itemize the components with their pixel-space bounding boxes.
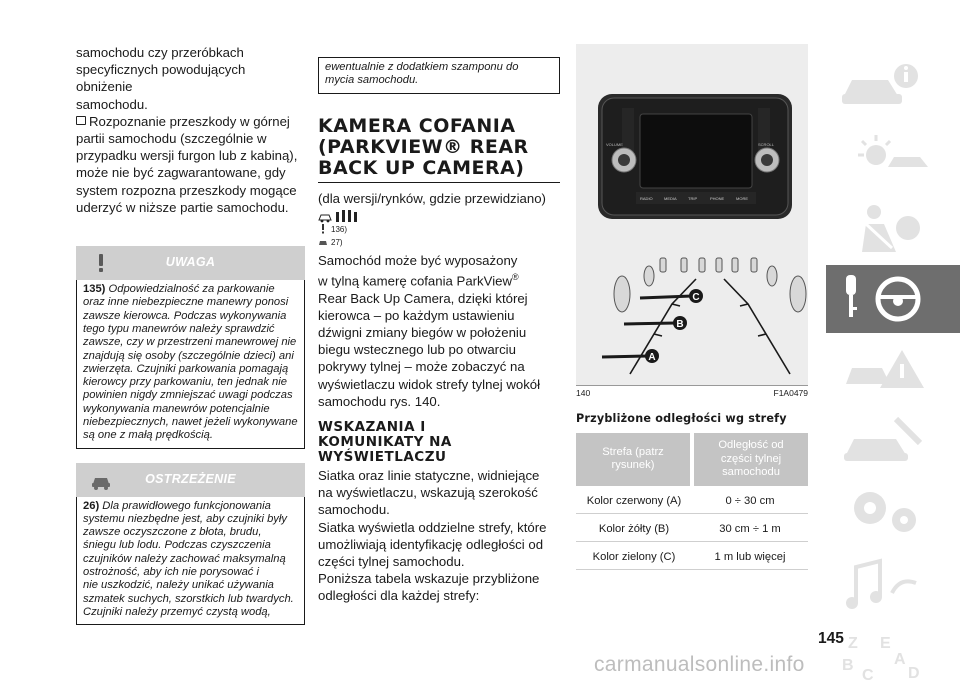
table-row: Kolor żółty (B) 30 cm ÷ 1 m xyxy=(576,513,808,541)
svg-text:RADIO: RADIO xyxy=(640,196,653,201)
caution-ref: 27) xyxy=(318,236,560,249)
warning-triangle-car-icon xyxy=(836,340,936,400)
caution-header xyxy=(76,463,305,497)
figure-caption xyxy=(576,388,808,398)
column-2 xyxy=(318,57,560,605)
caution-notice xyxy=(76,463,305,626)
svg-text:C: C xyxy=(862,667,874,683)
tab-dashboard[interactable] xyxy=(826,123,960,191)
column-3 xyxy=(576,44,808,570)
svg-text:TRIP: TRIP xyxy=(688,196,698,201)
checkbox-bullet-icon xyxy=(76,116,86,125)
alphabetical-index-icon xyxy=(836,624,936,683)
car-small-icon xyxy=(318,211,332,223)
svg-text:MORE: MORE xyxy=(736,196,748,201)
paragraph-1: Samochód może być wyposażony w tylną kamerę cofania ParkView® Rear Back Up Camera, dzięki której kierowca – po każdym ustawieniu dźwigni zmiany biegów w położeniu biegu wstecznego lub po otwarciu pokrywy tylnej – może zobaczyć na wyświetlaczu widok strefy tylnej wokół samochodu rys. 140. xyxy=(318,252,541,409)
svg-text:C: C xyxy=(692,292,700,303)
registered-mark: ® xyxy=(512,272,519,282)
svg-text:MEDIA: MEDIA xyxy=(664,196,677,201)
dashboard-lights-icon xyxy=(836,127,936,187)
table-row: Kolor czerwony (A) 0 ÷ 30 cm xyxy=(576,486,808,514)
scroll-label: SCROLL xyxy=(758,142,775,147)
svg-text:B: B xyxy=(676,319,684,330)
figure-code: F1A0479 xyxy=(773,388,808,398)
text-line: może nie być zagwarantowane, gdy xyxy=(76,165,286,181)
caution-number: 26) xyxy=(83,499,100,512)
technical-data-icon xyxy=(836,482,936,542)
bullet-item: Rozpoznanie przeszkody w górnej xyxy=(76,113,305,130)
reference-icons xyxy=(318,209,560,249)
svg-text:A: A xyxy=(648,352,656,363)
text-line: system rozpozna przeszkody mogące xyxy=(76,182,297,198)
tab-emergency[interactable] xyxy=(826,336,960,404)
warning-number: 135) xyxy=(83,283,106,296)
svg-text:D: D xyxy=(908,665,920,682)
tab-safety[interactable] xyxy=(826,194,960,262)
column-1 xyxy=(76,44,305,625)
warning-ref: 136) xyxy=(318,223,560,236)
svg-text:B: B xyxy=(842,657,854,674)
tab-maintenance[interactable] xyxy=(826,407,960,475)
tab-starting-driving[interactable] xyxy=(826,265,960,333)
warning-body: 135) Odpowiedzialność za parkowanie oraz inne niebezpieczne manewry ponosi zawsze kierowca. Podczas wykonywania tego typu manewrów należy sprawdzić zawsze, czy w przestrzeni manewrowej nie znajdują się osoby (szczególnie dzieci) ani zwierzęta. Czujniki parkowania pomagają kierowcy przy parkowaniu, ten jednak nie powinien nigdy zmniejszać uwagi podczas wykonywania manewrów potencjalnie niebezpiecznych, nawet jeżeli wykonywane są one z małą prędkością. xyxy=(76,280,305,449)
bollard-left xyxy=(614,276,630,312)
svg-text:Z: Z xyxy=(848,635,858,652)
figure-number: 140 xyxy=(576,388,591,398)
tab-knowing-vehicle[interactable] xyxy=(826,52,960,120)
radio-display xyxy=(640,114,752,188)
version-note: (dla wersji/rynków, gdzie przewidziano) xyxy=(318,190,546,206)
chapter-tabs xyxy=(826,52,960,683)
header-distance: Odległość od części tylnej samochodu xyxy=(692,433,808,486)
table-row: Kolor zielony (C) 1 m lub więcej xyxy=(576,541,808,569)
bollard-right xyxy=(790,276,806,312)
rear-camera-illustration xyxy=(576,44,808,386)
svg-text:A: A xyxy=(894,651,906,668)
volume-label: VOLUME xyxy=(606,142,623,147)
warning-notice xyxy=(76,246,305,449)
paragraph-2: Siatka oraz linie statyczne, widniejące na wyświetlaczu, wskazują szerokość samochodu. Siatka wyświetla oddzielne strefy, które umożliwiają identyfikację odległości od części tylnej samochodu. Poniższa tabela wskazuje przybliżone odległości dla każdej strefy: xyxy=(318,468,547,604)
distance-table xyxy=(576,433,808,570)
text-line: przypadku wersji furgon lub z kabiną), xyxy=(76,148,298,164)
key-steering-wheel-icon xyxy=(836,269,936,329)
text-line: partii samochodu (szczególnie w xyxy=(76,131,267,147)
car-info-icon xyxy=(836,56,936,116)
text-line: uderzyć w niższe partie samochodu. xyxy=(76,199,289,215)
page-number: 145 xyxy=(818,630,844,647)
sensor-bars-icon xyxy=(334,209,360,223)
intro-text xyxy=(76,44,305,216)
warning-header xyxy=(76,246,305,280)
tab-multimedia[interactable] xyxy=(826,549,960,617)
svg-text:PHONE: PHONE xyxy=(710,196,725,201)
tab-index[interactable] xyxy=(826,620,960,683)
text-line: samochodu czy przeróbkach xyxy=(76,45,244,60)
text-line: specyficznych powodujących obniżenie xyxy=(76,62,246,95)
tab-technical-data[interactable] xyxy=(826,478,960,546)
subsection-title: WSKAZANIA I KOMUNIKATY NA WYŚWIETLACZU xyxy=(318,419,452,466)
wrench-car-icon xyxy=(836,411,936,471)
header-zone: Strefa (patrz rysunek) xyxy=(576,433,692,486)
parking-scene xyxy=(614,258,806,312)
table-header-row xyxy=(576,433,808,486)
caution-label: OSTRZEŻENIE xyxy=(145,471,236,486)
warning-label: UWAGA xyxy=(165,255,216,270)
caution-continued-box: ewentualnie z dodatkiem szamponu do mycia samochodu. xyxy=(318,57,560,94)
watermark-text: carmanualsonline.info xyxy=(594,653,805,676)
caution-body: 26) Dla prawidłowego funkcjonowania systemu niezbędne jest, aby czujniki były zawsze oczyszczone z błota, brudu, śniegu lub lodu. Podczas czyszczenia czujników należy zachować maksymalną ostrożność, aby ich nie porysować i nie uszkodzić, należy unikać używania szmatek suchych, szorstkich lub twardych. Czujniki należy przemyć czystą wodą, xyxy=(76,497,305,626)
table-title: Przybliżone odległości wg strefy xyxy=(576,412,787,425)
text-line: samochodu. xyxy=(76,96,148,112)
parking-sensor-icon xyxy=(318,209,560,223)
camera-figure xyxy=(576,44,808,386)
svg-text:E: E xyxy=(880,635,891,652)
seatbelt-airbag-icon xyxy=(836,198,936,258)
caution-small-icon xyxy=(318,237,328,247)
warning-small-icon xyxy=(318,224,328,234)
radio-button-row xyxy=(636,192,756,204)
multimedia-icon xyxy=(836,553,936,613)
section-title: KAMERA COFANIA (PARKVIEW® REAR BACK UP CAMERA) xyxy=(318,116,560,183)
